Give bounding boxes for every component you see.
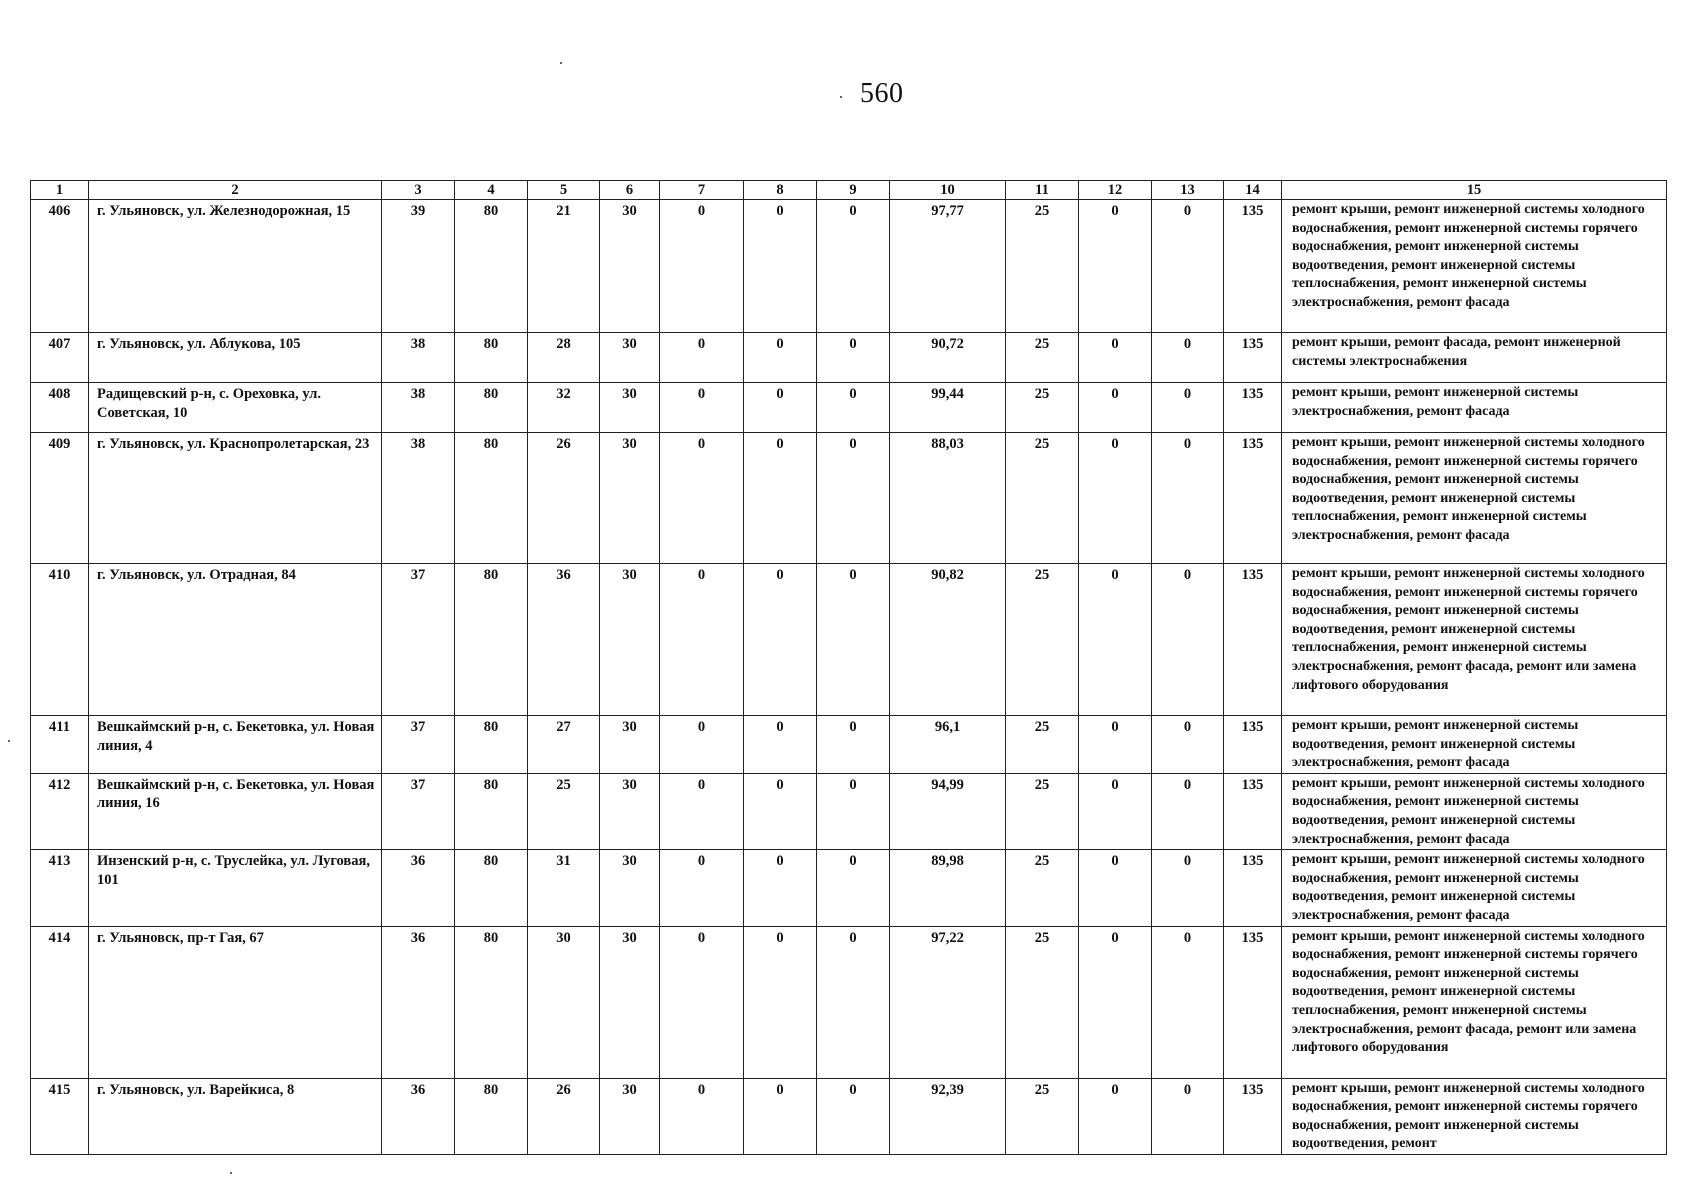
row-number-cell: 412	[31, 773, 89, 849]
address-cell: г. Ульяновск, ул. Отрадная, 84	[89, 564, 382, 716]
cell-col-6: 30	[600, 383, 660, 433]
address-cell: г. Ульяновск, ул. Аблукова, 105	[89, 333, 382, 383]
repair-works-cell: ремонт крыши, ремонт фасада, ремонт инженерной системы электроснабжения	[1282, 333, 1667, 383]
cell-col-14: 135	[1224, 850, 1282, 926]
cell-col-9: 0	[817, 333, 890, 383]
cell-col-8: 0	[744, 200, 817, 333]
cell-col-7: 0	[660, 564, 744, 716]
cell-col-4: 80	[455, 564, 528, 716]
column-header-5: 5	[528, 181, 600, 200]
address-cell: г. Ульяновск, ул. Краснопролетарская, 23	[89, 433, 382, 564]
cell-col-7: 0	[660, 850, 744, 926]
column-header-10: 10	[890, 181, 1006, 200]
repair-program-table	[30, 180, 1667, 1155]
cell-col-13: 0	[1152, 850, 1224, 926]
address-cell: г. Ульяновск, пр-т Гая, 67	[89, 926, 382, 1078]
cell-col-14: 135	[1224, 383, 1282, 433]
cell-col-10: 88,03	[890, 433, 1006, 564]
cell-col-6: 30	[600, 926, 660, 1078]
cell-col-4: 80	[455, 773, 528, 849]
cell-col-6: 30	[600, 564, 660, 716]
address-cell: г. Ульяновск, ул. Варейкиса, 8	[89, 1078, 382, 1154]
table-row	[31, 433, 1667, 564]
repair-works-cell: ремонт крыши, ремонт инженерной системы холодного водоснабжения, ремонт инженерной системы водоотведения, ремонт инженерной системы электроснабжения, ремонт фасада	[1282, 773, 1667, 849]
cell-col-4: 80	[455, 1078, 528, 1154]
cell-col-5: 36	[528, 564, 600, 716]
cell-col-4: 80	[455, 200, 528, 333]
cell-col-8: 0	[744, 383, 817, 433]
row-number-cell: 408	[31, 383, 89, 433]
cell-col-7: 0	[660, 716, 744, 774]
repair-works-cell: ремонт крыши, ремонт инженерной системы холодного водоснабжения, ремонт инженерной системы горячего водоснабжения, ремонт инженерной системы водоотведения, ремонт инженерной системы теплоснабжения, ремонт инженерной системы электроснабжения, ремонт фасада	[1282, 433, 1667, 564]
cell-col-12: 0	[1079, 716, 1152, 774]
cell-col-10: 97,22	[890, 926, 1006, 1078]
cell-col-8: 0	[744, 564, 817, 716]
address-cell: Инзенский р-н, с. Труслейка, ул. Луговая, 101	[89, 850, 382, 926]
cell-col-5: 30	[528, 926, 600, 1078]
row-number-cell: 407	[31, 333, 89, 383]
cell-col-11: 25	[1006, 926, 1079, 1078]
cell-col-13: 0	[1152, 333, 1224, 383]
cell-col-14: 135	[1224, 1078, 1282, 1154]
cell-col-10: 96,1	[890, 716, 1006, 774]
cell-col-9: 0	[817, 433, 890, 564]
cell-col-10: 92,39	[890, 1078, 1006, 1154]
cell-col-3: 36	[382, 926, 455, 1078]
column-header-8: 8	[744, 181, 817, 200]
scan-speck	[230, 1172, 232, 1174]
cell-col-8: 0	[744, 1078, 817, 1154]
repair-works-cell: ремонт крыши, ремонт инженерной системы водоотведения, ремонт инженерной системы электроснабжения, ремонт фасада	[1282, 716, 1667, 774]
cell-col-4: 80	[455, 716, 528, 774]
row-number-cell: 415	[31, 1078, 89, 1154]
table-row	[31, 333, 1667, 383]
row-number-cell: 409	[31, 433, 89, 564]
cell-col-13: 0	[1152, 926, 1224, 1078]
cell-col-13: 0	[1152, 200, 1224, 333]
cell-col-14: 135	[1224, 200, 1282, 333]
cell-col-6: 30	[600, 850, 660, 926]
cell-col-4: 80	[455, 433, 528, 564]
table-row	[31, 200, 1667, 333]
table-row	[31, 383, 1667, 433]
column-header-13: 13	[1152, 181, 1224, 200]
column-header-14: 14	[1224, 181, 1282, 200]
column-header-4: 4	[455, 181, 528, 200]
table-row	[31, 1078, 1667, 1154]
cell-col-6: 30	[600, 773, 660, 849]
table-row	[31, 773, 1667, 849]
cell-col-5: 21	[528, 200, 600, 333]
cell-col-12: 0	[1079, 564, 1152, 716]
cell-col-8: 0	[744, 850, 817, 926]
cell-col-6: 30	[600, 1078, 660, 1154]
cell-col-3: 38	[382, 383, 455, 433]
cell-col-9: 0	[817, 773, 890, 849]
repair-works-cell: ремонт крыши, ремонт инженерной системы холодного водоснабжения, ремонт инженерной системы горячего водоснабжения, ремонт инженерной системы водоотведения, ремонт инженерной системы теплоснабжения, ремонт инженерной системы электроснабжения, ремонт фасада	[1282, 200, 1667, 333]
page-number: 560	[860, 78, 904, 109]
cell-col-11: 25	[1006, 850, 1079, 926]
repair-works-cell: ремонт крыши, ремонт инженерной системы холодного водоснабжения, ремонт инженерной системы водоотведения, ремонт инженерной системы электроснабжения, ремонт фасада	[1282, 850, 1667, 926]
column-header-9: 9	[817, 181, 890, 200]
cell-col-11: 25	[1006, 773, 1079, 849]
cell-col-10: 97,77	[890, 200, 1006, 333]
scan-speck	[8, 740, 10, 742]
cell-col-8: 0	[744, 716, 817, 774]
cell-col-3: 36	[382, 850, 455, 926]
cell-col-3: 39	[382, 200, 455, 333]
cell-col-4: 80	[455, 926, 528, 1078]
cell-col-3: 36	[382, 1078, 455, 1154]
address-cell: г. Ульяновск, ул. Железнодорожная, 15	[89, 200, 382, 333]
cell-col-13: 0	[1152, 716, 1224, 774]
cell-col-10: 89,98	[890, 850, 1006, 926]
cell-col-3: 38	[382, 433, 455, 564]
cell-col-5: 25	[528, 773, 600, 849]
cell-col-4: 80	[455, 383, 528, 433]
repair-works-cell: ремонт крыши, ремонт инженерной системы электроснабжения, ремонт фасада	[1282, 383, 1667, 433]
cell-col-9: 0	[817, 716, 890, 774]
cell-col-8: 0	[744, 433, 817, 564]
cell-col-10: 94,99	[890, 773, 1006, 849]
cell-col-3: 37	[382, 716, 455, 774]
cell-col-12: 0	[1079, 773, 1152, 849]
cell-col-11: 25	[1006, 383, 1079, 433]
cell-col-14: 135	[1224, 433, 1282, 564]
cell-col-11: 25	[1006, 1078, 1079, 1154]
cell-col-7: 0	[660, 1078, 744, 1154]
table-row	[31, 926, 1667, 1078]
column-header-1: 1	[31, 181, 89, 200]
cell-col-10: 99,44	[890, 383, 1006, 433]
repair-works-cell: ремонт крыши, ремонт инженерной системы холодного водоснабжения, ремонт инженерной системы горячего водоснабжения, ремонт инженерной системы водоотведения, ремонт	[1282, 1078, 1667, 1154]
cell-col-5: 26	[528, 1078, 600, 1154]
cell-col-6: 30	[600, 200, 660, 333]
cell-col-9: 0	[817, 383, 890, 433]
cell-col-12: 0	[1079, 1078, 1152, 1154]
cell-col-9: 0	[817, 564, 890, 716]
address-cell: Радищевский р-н, с. Ореховка, ул. Советская, 10	[89, 383, 382, 433]
cell-col-14: 135	[1224, 564, 1282, 716]
cell-col-11: 25	[1006, 716, 1079, 774]
cell-col-14: 135	[1224, 773, 1282, 849]
cell-col-7: 0	[660, 773, 744, 849]
cell-col-4: 80	[455, 333, 528, 383]
cell-col-6: 30	[600, 716, 660, 774]
cell-col-5: 31	[528, 850, 600, 926]
scan-speck	[560, 62, 562, 64]
table-row	[31, 716, 1667, 774]
cell-col-9: 0	[817, 1078, 890, 1154]
cell-col-6: 30	[600, 333, 660, 383]
cell-col-13: 0	[1152, 564, 1224, 716]
repair-works-cell: ремонт крыши, ремонт инженерной системы холодного водоснабжения, ремонт инженерной системы горячего водоснабжения, ремонт инженерной системы водоотведения, ремонт инженерной системы теплоснабжения, ремонт инженерной системы электроснабжения, ремонт фасада, ремонт или замена лифтового оборудования	[1282, 926, 1667, 1078]
cell-col-12: 0	[1079, 433, 1152, 564]
cell-col-10: 90,72	[890, 333, 1006, 383]
row-number-cell: 406	[31, 200, 89, 333]
table-row	[31, 564, 1667, 716]
cell-col-13: 0	[1152, 383, 1224, 433]
cell-col-11: 25	[1006, 200, 1079, 333]
column-header-3: 3	[382, 181, 455, 200]
cell-col-7: 0	[660, 433, 744, 564]
cell-col-11: 25	[1006, 433, 1079, 564]
scan-speck	[840, 96, 842, 98]
cell-col-14: 135	[1224, 333, 1282, 383]
cell-col-13: 0	[1152, 433, 1224, 564]
column-header-15: 15	[1282, 181, 1667, 200]
cell-col-7: 0	[660, 333, 744, 383]
row-number-cell: 414	[31, 926, 89, 1078]
row-number-cell: 410	[31, 564, 89, 716]
table-row	[31, 850, 1667, 926]
cell-col-5: 32	[528, 383, 600, 433]
cell-col-13: 0	[1152, 773, 1224, 849]
cell-col-12: 0	[1079, 850, 1152, 926]
cell-col-12: 0	[1079, 333, 1152, 383]
cell-col-13: 0	[1152, 1078, 1224, 1154]
cell-col-8: 0	[744, 926, 817, 1078]
cell-col-7: 0	[660, 926, 744, 1078]
cell-col-3: 37	[382, 773, 455, 849]
column-header-6: 6	[600, 181, 660, 200]
cell-col-8: 0	[744, 773, 817, 849]
cell-col-4: 80	[455, 850, 528, 926]
cell-col-10: 90,82	[890, 564, 1006, 716]
column-header-7: 7	[660, 181, 744, 200]
cell-col-11: 25	[1006, 333, 1079, 383]
cell-col-14: 135	[1224, 716, 1282, 774]
cell-col-5: 28	[528, 333, 600, 383]
cell-col-7: 0	[660, 383, 744, 433]
cell-col-5: 27	[528, 716, 600, 774]
cell-col-3: 37	[382, 564, 455, 716]
cell-col-9: 0	[817, 926, 890, 1078]
cell-col-14: 135	[1224, 926, 1282, 1078]
address-cell: Вешкаймский р-н, с. Бекетовка, ул. Новая линия, 16	[89, 773, 382, 849]
column-header-2: 2	[89, 181, 382, 200]
cell-col-12: 0	[1079, 926, 1152, 1078]
cell-col-3: 38	[382, 333, 455, 383]
cell-col-9: 0	[817, 850, 890, 926]
row-number-cell: 413	[31, 850, 89, 926]
column-header-12: 12	[1079, 181, 1152, 200]
column-header-11: 11	[1006, 181, 1079, 200]
cell-col-9: 0	[817, 200, 890, 333]
cell-col-11: 25	[1006, 564, 1079, 716]
column-number-header-row	[31, 181, 1667, 200]
cell-col-8: 0	[744, 333, 817, 383]
cell-col-12: 0	[1079, 200, 1152, 333]
cell-col-12: 0	[1079, 383, 1152, 433]
row-number-cell: 411	[31, 716, 89, 774]
cell-col-6: 30	[600, 433, 660, 564]
cell-col-5: 26	[528, 433, 600, 564]
cell-col-7: 0	[660, 200, 744, 333]
address-cell: Вешкаймский р-н, с. Бекетовка, ул. Новая линия, 4	[89, 716, 382, 774]
table-body	[31, 200, 1667, 1155]
repair-works-cell: ремонт крыши, ремонт инженерной системы холодного водоснабжения, ремонт инженерной системы горячего водоснабжения, ремонт инженерной системы водоотведения, ремонт инженерной системы теплоснабжения, ремонт инженерной системы электроснабжения, ремонт фасада, ремонт или замена лифтового оборудования	[1282, 564, 1667, 716]
